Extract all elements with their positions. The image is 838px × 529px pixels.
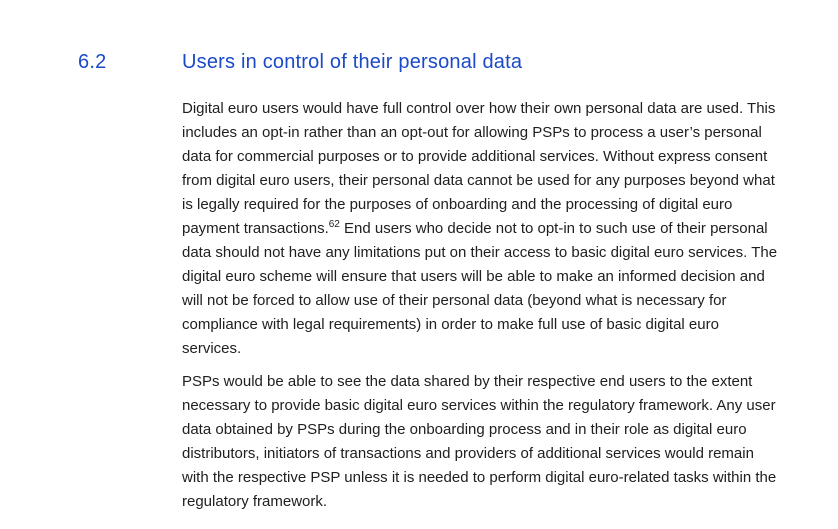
paragraph-2: PSPs would be able to see the data shared by their respective end users to the extent necessary to provide basic digital euro services within the regulatory framework. Any user data obtained by PSPs during the onboarding process and in their role as digital euro distributors, initiators of transactions and providers of additional services would remain with the respective PSP unless it is needed to perform digital euro-related tasks within the regulatory framework. bbox=[182, 373, 777, 510]
section-heading bbox=[78, 51, 798, 74]
paragraph-1-text-after-footnote: End users who decide not to opt-in to such use of their personal data should not have any limitations put on their access to basic digital euro services. The digital euro scheme will ensure that users will be able to make an informed decision and will not be forced to allow use of their personal data (beyond what is necessary for compliance with legal requirements) in order to make full use of basic digital euro services. bbox=[182, 220, 778, 357]
section-body bbox=[182, 97, 781, 523]
footnote-reference-62: 62 bbox=[328, 219, 340, 230]
section-title: Users in control of their personal data bbox=[182, 51, 523, 73]
paragraph-1-text-before-footnote: Digital euro users would have full control over how their own personal data are used. This includes an opt-in rather than an opt-out for allowing PSPs to process a user’s personal data for commercial purposes or to provide additional services. Without express consent from digital euro users, their personal data cannot be used for any purposes beyond what is legally required for the purposes of onboarding and the processing of digital euro payment transactions. bbox=[182, 100, 776, 237]
section-number: 6.2 bbox=[78, 51, 107, 73]
paragraph-1 bbox=[182, 97, 781, 361]
